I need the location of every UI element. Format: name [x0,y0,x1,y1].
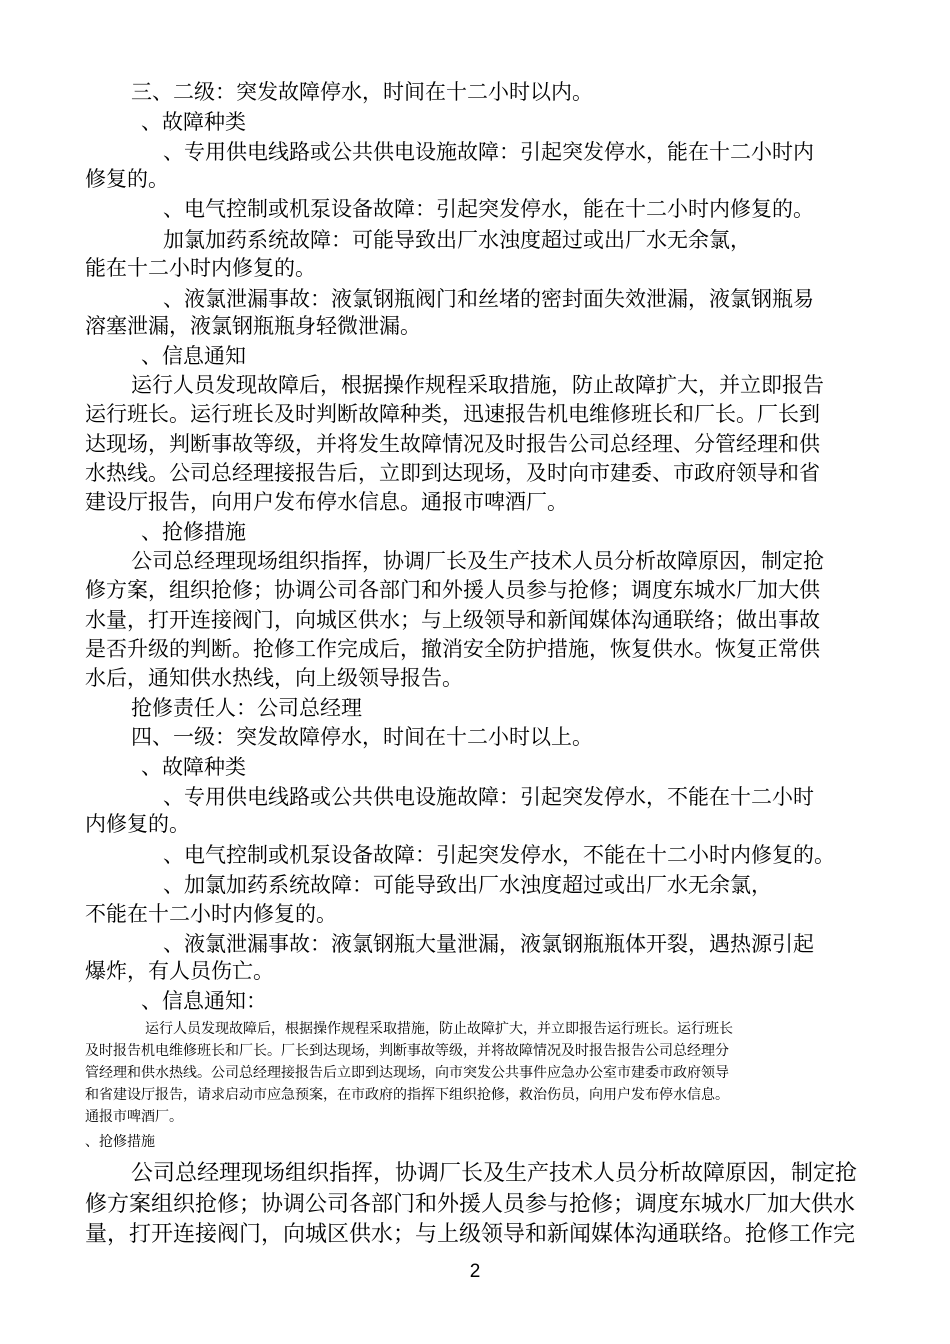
paragraph-line: 内修复的。 [85,812,190,836]
subheading-repair-measures: 、抢修措施 [85,1134,155,1150]
paragraph-line: 修复的。 [85,167,169,191]
subheading-fault-types: 、故障种类 [141,110,246,134]
paragraph-line: 建设厅报告，向用户发布停水信息。通报市啤酒厂。 [85,490,568,514]
repair-responsible-person: 抢修责任人：公司总经理 [131,696,362,720]
paragraph-line: 溶塞泄漏，液氯钢瓶瓶身轻微泄漏。 [85,314,421,338]
paragraph-line: 量，打开连接阀门，向城区供水；与上级领导和新闻媒体沟通联络。抢修工作完 [85,1222,856,1247]
paragraph-line: 、专用供电线路或公共供电设施故障：引起突发停水，不能在十二小时 [163,785,814,809]
small-paragraph-line: 管经理和供水热线。公司总经理接报告后立即到达现场，向市突发公共事件应急办公室市建委市政府领导 [85,1065,729,1081]
paragraph-line: 爆炸，有人员伤亡。 [85,959,274,983]
paragraph-line: 加氯加药系统故障：可能导致出厂水浊度超过或出厂水无余氯， [163,228,751,252]
section-heading-4: 四、一级：突发故障停水，时间在十二小时以上。 [131,725,593,749]
paragraph-line: 、液氯泄漏事故：液氯钢瓶大量泄漏，液氯钢瓶瓶体开裂，遇热源引起 [163,932,814,956]
paragraph-line: 修方案组织抢修；协调公司各部门和外援人员参与抢修；调度东城水厂加大供水 [85,1192,856,1217]
page-number: 2 [469,1261,481,1282]
paragraph-line: 、电气控制或机泵设备故障：引起突发停水，不能在十二小时内修复的。 [163,843,835,867]
small-paragraph-line: 运行人员发现故障后，根据操作规程采取措施，防止故障扩大，并立即报告运行班长。运行班长 [145,1021,733,1037]
paragraph-line: 不能在十二小时内修复的。 [85,902,337,926]
small-paragraph-line: 通报市啤酒厂。 [85,1109,183,1125]
paragraph-line: 运行人员发现故障后，根据操作规程采取措施，防止故障扩大，并立即报告 [131,373,824,397]
paragraph-line: 修方案，组织抢修；协调公司各部门和外援人员参与抢修；调度东城水厂加大供 [85,578,820,602]
paragraph-line: 、专用供电线路或公共供电设施故障：引起突发停水，能在十二小时内 [163,140,814,164]
small-paragraph-line: 及时报告机电维修班长和厂长。厂长到达现场，判断事故等级，并将故障情况及时报告报告公司总经理分 [85,1043,729,1059]
subheading-repair-measures: 、抢修措施 [141,520,246,544]
paragraph-line: 、加氯加药系统故障：可能导致出厂水浊度超过或出厂水无余氯， [163,873,772,897]
paragraph-line: 运行班长。运行班长及时判断故障种类，迅速报告机电维修班长和厂长。厂长到 [85,402,820,426]
paragraph-line: 公司总经理现场组织指挥，协调厂长及生产技术人员分析故障原因，制定抢 [131,549,824,573]
paragraph-line: 水后，通知供水热线，向上级领导报告。 [85,666,463,690]
paragraph-line: 公司总经理现场组织指挥，协调厂长及生产技术人员分析故障原因，制定抢 [131,1161,858,1186]
paragraph-line: 、液氯泄漏事故：液氯钢瓶阀门和丝堵的密封面失效泄漏，液氯钢瓶易 [163,287,814,311]
paragraph-line: 是否升级的判断。抢修工作完成后，撤消安全防护措施，恢复供水。恢复正常供 [85,637,820,661]
paragraph-line: 、电气控制或机泵设备故障：引起突发停水，能在十二小时内修复的。 [163,197,814,221]
section-heading-3: 三、二级：突发故障停水，时间在十二小时以内。 [131,80,593,104]
paragraph-line: 能在十二小时内修复的。 [85,256,316,280]
subheading-notification: 、信息通知： [141,989,267,1013]
subheading-fault-types: 、故障种类 [141,755,246,779]
subheading-notification: 、信息通知 [141,344,246,368]
paragraph-line: 水量，打开连接阀门，向城区供水；与上级领导和新闻媒体沟通联络；做出事故 [85,608,820,632]
paragraph-line: 达现场，判断事故等级，并将发生故障情况及时报告公司总经理、分管经理和供 [85,432,820,456]
paragraph-line: 水热线。公司总经理接报告后，立即到达现场，及时向市建委、市政府领导和省 [85,461,820,485]
small-paragraph-line: 和省建设厅报告，请求启动市应急预案，在市政府的指挥下组织抢修，救治伤员，向用户发布停水信息。 [85,1087,729,1103]
